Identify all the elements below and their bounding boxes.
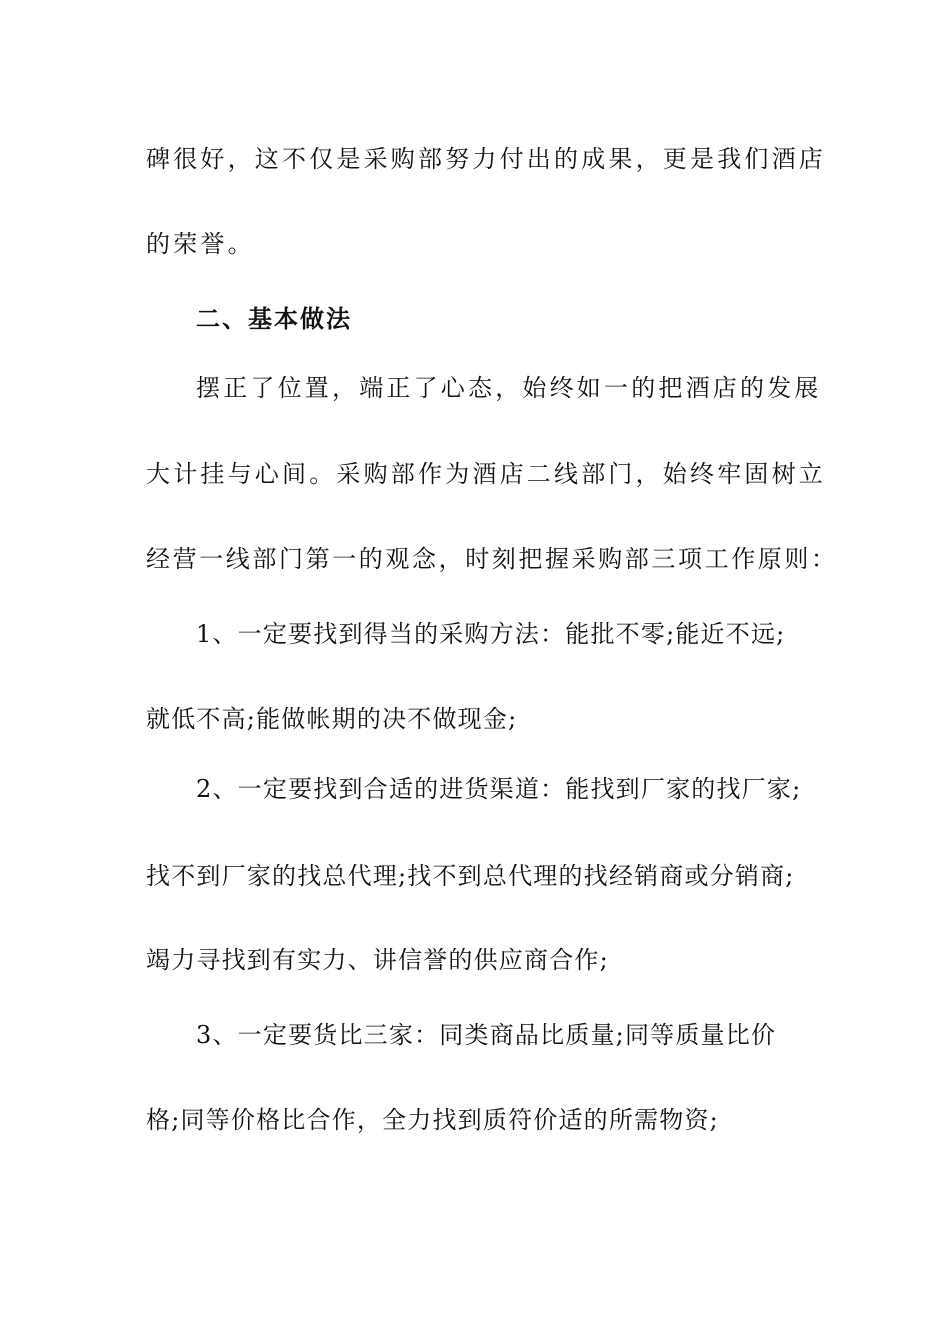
section-heading: 二、基本做法 <box>196 305 352 333</box>
list-item-2-line-2: 找不到厂家的找总代理;找不到总代理的找经销商或分销商; <box>146 862 795 890</box>
paragraph-line-1: 碑很好，这不仅是采购部努力付出的成果，更是我们酒店 <box>146 145 826 173</box>
paragraph-line-2: 的荣誉。 <box>146 230 255 258</box>
list-item-1-line-1: 1、一定要找到得当的采购方法：能批不零;能近不远; <box>196 620 786 648</box>
list-item-3-line-1: 3、一定要货比三家：同类商品比质量;同等质量比价 <box>196 1021 777 1049</box>
list-item-3-line-2: 格;同等价格比合作，全力找到质符价适的所需物资; <box>146 1106 719 1134</box>
paragraph-line-4: 大计挂与心间。采购部作为酒店二线部门，始终牢固树立 <box>146 460 826 488</box>
list-item-2-line-3: 竭力寻找到有实力、讲信誉的供应商合作; <box>146 946 609 974</box>
list-item-1-line-2: 就低不高;能做帐期的决不做现金; <box>146 705 518 733</box>
paragraph-line-3: 摆正了位置，端正了心态，始终如一的把酒店的发展 <box>196 374 822 402</box>
paragraph-line-5: 经营一线部门第一的观念，时刻把握采购部三项工作原则： <box>146 545 838 573</box>
list-item-2-line-1: 2、一定要找到合适的进货渠道：能找到厂家的找厂家; <box>196 775 802 803</box>
